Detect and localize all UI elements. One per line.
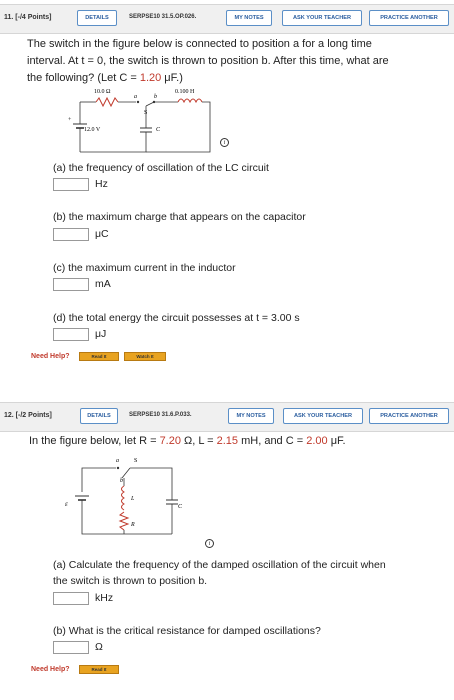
part-a-line: (a) Calculate the frequency of the damped oscillation of the circuit when <box>53 559 386 571</box>
l-value: 2.15 <box>216 435 239 447</box>
inductor-label: 0.100 H <box>175 89 195 95</box>
my-notes-button[interactable]: MY NOTES <box>226 10 272 26</box>
question-line: The switch in the figure below is connected to position a for a long time <box>27 38 372 50</box>
problem-code: SERPSE10 31.6.P.033. <box>129 412 192 418</box>
unit-label: Hz <box>95 178 108 190</box>
part-b-text: (b) the maximum charge that appears on the capacitor <box>53 211 306 223</box>
question-line: interval. At t = 0, the switch is thrown to position b. After this time, what are <box>27 55 389 67</box>
c-value: 1.20 <box>139 72 162 84</box>
resistor-symbol <box>120 512 128 530</box>
details-button[interactable]: DETAILS <box>77 10 117 26</box>
info-icon[interactable]: i <box>205 539 214 548</box>
question-text-part: In the figure below, let R = <box>29 435 160 447</box>
part-a-text: (a) the frequency of oscillation of the LC circuit <box>53 162 269 174</box>
problem-code: SERPSE10 31.5.OP.026. <box>129 14 197 20</box>
question-text-part: μF. <box>327 435 346 447</box>
part-a-line: the switch is thrown to position b. <box>53 575 208 587</box>
read-it-button[interactable]: Read It <box>79 665 119 674</box>
details-button[interactable]: DETAILS <box>80 408 118 424</box>
capacitor-label: C <box>178 504 183 510</box>
ask-teacher-button[interactable]: ASK YOUR TEACHER <box>282 10 362 26</box>
part-a-text <box>53 557 386 589</box>
rlc-circuit-figure <box>60 454 190 540</box>
resistor-label: R <box>131 522 135 528</box>
answer-input-b[interactable] <box>53 641 89 654</box>
question-text-part: Ω, L = <box>180 435 217 447</box>
my-notes-button[interactable]: MY NOTES <box>228 408 274 424</box>
part-d-text: (d) the total energy the circuit possesses at t = 3.00 s <box>53 312 300 324</box>
points-label: 11. [-/4 Points] <box>4 14 52 21</box>
part-c-text: (c) the maximum current in the inductor <box>53 262 236 274</box>
question-text-part: μF.) <box>161 72 183 84</box>
ask-teacher-button[interactable]: ASK YOUR TEACHER <box>283 408 363 424</box>
unit-label: μJ <box>95 328 107 340</box>
points-label: 12. [-/2 Points] <box>4 412 52 419</box>
switch-b-label: b <box>120 478 123 484</box>
inductor-symbol <box>122 486 125 510</box>
r-value: 7.20 <box>159 435 181 447</box>
answer-input-a[interactable] <box>53 592 89 605</box>
question-text-part: mH, and C = <box>238 435 307 447</box>
battery-label: 12.0 V <box>84 127 101 133</box>
need-help-label: Need Help? <box>31 353 70 360</box>
inductor-label: L <box>131 496 135 502</box>
unit-label: Ω <box>95 641 103 653</box>
unit-label: kHz <box>95 592 114 604</box>
problem-header <box>0 402 454 432</box>
capacitor-label: C <box>156 127 161 133</box>
practice-another-button[interactable]: PRACTICE ANOTHER <box>369 408 449 424</box>
switch-a-label: a <box>134 94 137 100</box>
read-it-button[interactable]: Read It <box>79 352 119 361</box>
switch-b-label: b <box>154 94 157 100</box>
question-text <box>29 433 449 450</box>
emf-label: ε <box>65 500 68 508</box>
need-help-label: Need Help? <box>31 666 70 673</box>
svg-text:+: + <box>68 117 72 123</box>
unit-label: mA <box>95 278 111 290</box>
switch-s-label: S <box>134 458 138 464</box>
unit-label: μC <box>95 228 109 240</box>
switch-symbol <box>122 468 130 478</box>
switch-a-label: a <box>116 458 119 464</box>
c-value: 2.00 <box>306 435 328 447</box>
part-b-text: (b) What is the critical resistance for damped oscillations? <box>53 625 321 637</box>
info-icon[interactable]: i <box>220 138 229 147</box>
watch-it-button[interactable]: Watch It <box>124 352 166 361</box>
resistor-label: 10.0 Ω <box>94 89 111 95</box>
question-text-part: the following? (Let C = <box>27 72 140 84</box>
practice-another-button[interactable]: PRACTICE ANOTHER <box>369 10 449 26</box>
switch-s-label: S <box>144 110 148 116</box>
